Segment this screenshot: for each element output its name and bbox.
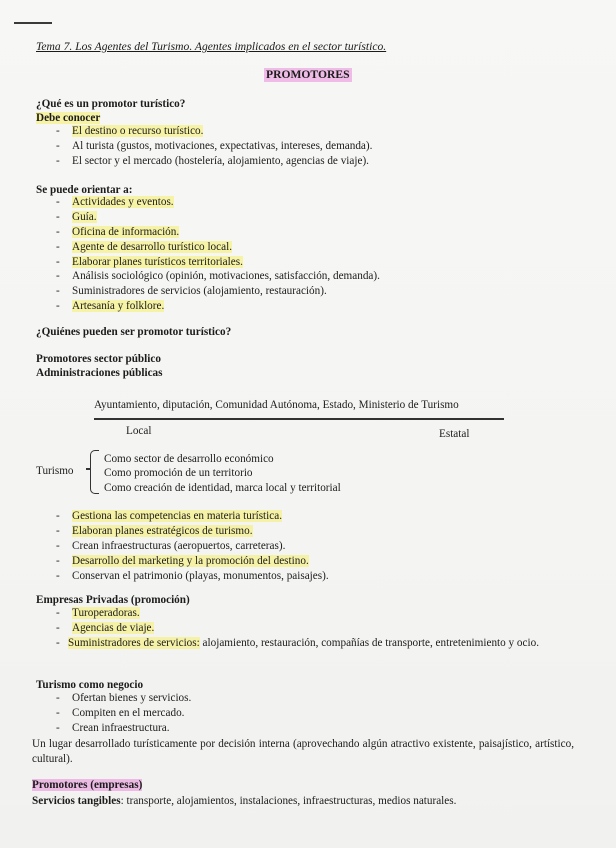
divider-line [94, 418, 504, 420]
list-item: - Ofertan bienes y servicios. [56, 691, 191, 706]
list-item: - Artesanía y folklore. [56, 299, 380, 314]
list-item: - Oficina de información. [56, 225, 380, 240]
subheading-promotores-empresas: Promotores (empresas) [32, 779, 143, 791]
section-heading-promotores: PROMOTORES [266, 68, 350, 81]
subheading-debe-conocer: Debe conocer [36, 112, 101, 124]
document-title: Tema 7. Los Agentes del Turismo. Agentes implicados en el sector turístico. [36, 40, 387, 53]
label-turismo: Turismo [36, 465, 74, 477]
list-item: - Gestiona las competencias en materia turística. [56, 509, 329, 524]
bullet-dash: - [56, 637, 60, 649]
list-item: - Agente de desarrollo turístico local. [56, 240, 380, 255]
label-estatal: Estatal [439, 428, 470, 440]
privadas-list [56, 606, 154, 636]
list-item: - Elaboran planes estratégicos de turismo. [56, 524, 329, 539]
brace-item: Como promoción de un territorio [104, 467, 253, 479]
suministradores-paragraph: Suministradores de servicios: alojamiento, restauración, compañías de transporte, entretenimiento y ocio. [68, 637, 539, 649]
subheading-administraciones: Administraciones públicas [36, 367, 163, 379]
list-item: - Al turista (gustos, motivaciones, expectativas, intereses, demanda). [56, 139, 372, 154]
negocio-paragraph: Un lugar desarrollado turísticamente por decisión interna (aprovechando algún atractivo existente, paisajístico, artístico, cultural). [32, 738, 574, 765]
publico-functions-list [56, 509, 329, 583]
list-item: - Conservan el patrimonio (playas, monumentos, paisajes). [56, 569, 329, 584]
list-item: - Actividades y eventos. [56, 195, 380, 210]
negocio-list [56, 691, 191, 736]
administrations-line: Ayuntamiento, diputación, Comunidad Autónoma, Estado, Ministerio de Turismo [94, 399, 459, 411]
list-item: - Crean infraestructuras (aeropuertos, carreteras). [56, 539, 329, 554]
question-heading: ¿Qué es un promotor turístico? [36, 98, 186, 110]
subheading-orientar: Se puede orientar a: [36, 184, 133, 196]
subheading-privadas: Empresas Privadas (promoción) [36, 594, 190, 606]
label-local: Local [126, 425, 152, 437]
subheading-publico: Promotores sector público [36, 353, 161, 365]
list-item: - Elaborar planes turísticos territoriales. [56, 255, 380, 270]
brace-tip [86, 468, 90, 470]
debe-conocer-list [56, 124, 372, 169]
servicios-tangibles-line: Servicios tangibles: transporte, alojamientos, instalaciones, infraestructuras, medios naturales. [32, 795, 457, 807]
list-item: - Crean infraestructura. [56, 721, 191, 736]
list-item: - Agencias de viaje. [56, 621, 154, 636]
orientar-list [56, 195, 380, 314]
subheading-negocio: Turismo como negocio [36, 679, 144, 691]
brace-item: Como creación de identidad, marca local y territorial [104, 482, 341, 494]
list-item: - Guía. [56, 210, 380, 225]
list-item: - Análisis sociológico (opinión, motivaciones, satisfacción, demanda). [56, 269, 380, 284]
question-heading-quienes: ¿Quiénes pueden ser promotor turístico? [36, 326, 232, 338]
list-item: - El destino o recurso turístico. [56, 124, 372, 139]
brace-item: Como sector de desarrollo económico [104, 453, 274, 465]
list-item: - Compiten en el mercado. [56, 706, 191, 721]
list-item: - El sector y el mercado (hostelería, alojamiento, agencias de viaje). [56, 154, 372, 169]
list-item: - Desarrollo del marketing y la promoción del destino. [56, 554, 329, 569]
list-item: - Turoperadoras. [56, 606, 154, 621]
brace-icon [90, 450, 99, 494]
list-item: - Suministradores de servicios (alojamiento, restauración). [56, 284, 380, 299]
scan-edge-line [14, 22, 52, 24]
